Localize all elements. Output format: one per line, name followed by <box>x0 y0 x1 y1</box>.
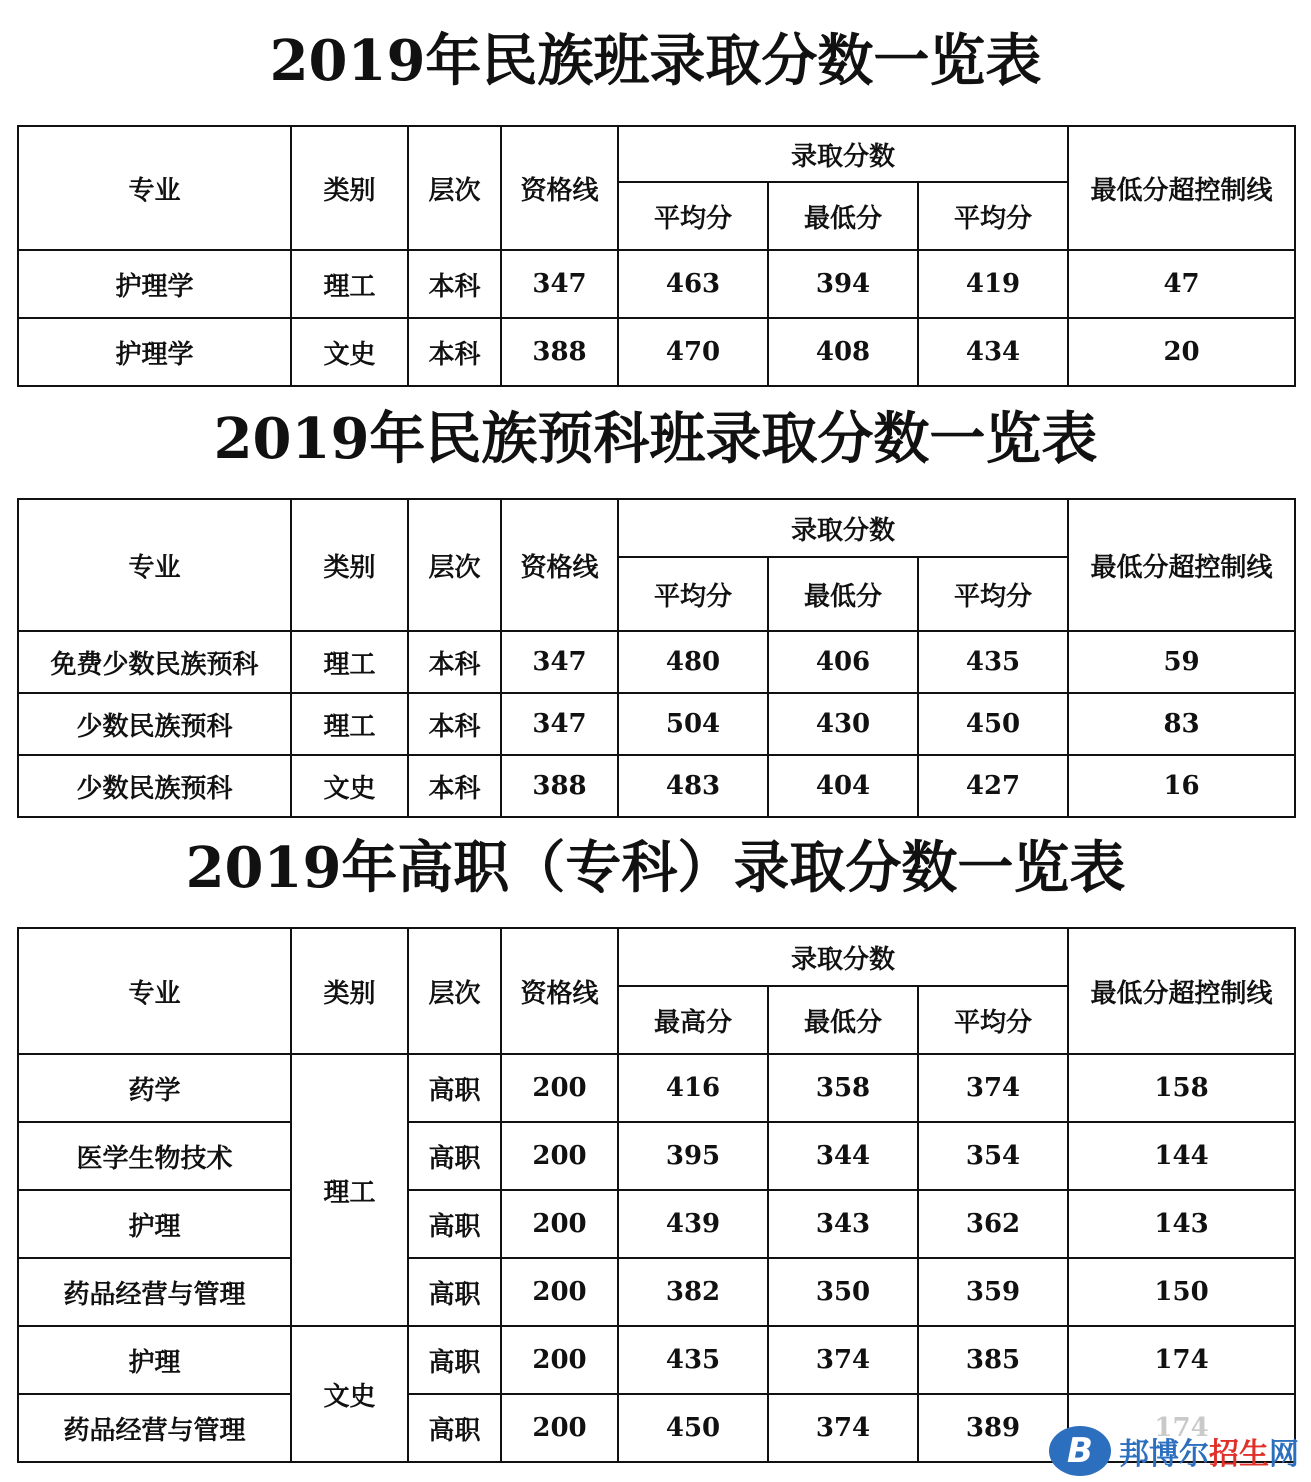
cell-qualify: 200 <box>501 1054 618 1122</box>
header-over: 最低分超控制线 <box>1068 126 1295 250</box>
cell-level: 高职 <box>408 1394 501 1462</box>
cell-score: 504 <box>618 693 768 755</box>
header-major: 专业 <box>18 499 291 631</box>
table-row <box>18 1326 1295 1394</box>
cell-over: 174 <box>1068 1326 1295 1394</box>
cell-major: 护理 <box>18 1326 291 1394</box>
cell-qualify: 200 <box>501 1190 618 1258</box>
header-qualify: 资格线 <box>501 928 618 1054</box>
section2-table <box>17 498 1296 818</box>
cell-category: 文史 <box>291 318 408 386</box>
cell-qualify: 200 <box>501 1258 618 1326</box>
cell-over: 83 <box>1068 693 1295 755</box>
section3-title: 2019年高职（专科）录取分数一览表 <box>185 835 1126 901</box>
header-avg: 平均分 <box>618 182 768 250</box>
cell-qualify: 200 <box>501 1394 618 1462</box>
cell-over: 150 <box>1068 1258 1295 1326</box>
header-avg: 平均分 <box>918 557 1068 631</box>
table-row <box>18 693 1295 755</box>
cell-level: 高职 <box>408 1258 501 1326</box>
cell-score: 427 <box>918 755 1068 817</box>
header-admission: 录取分数 <box>618 928 1068 986</box>
cell-score: 480 <box>618 631 768 693</box>
cell-qualify: 388 <box>501 318 618 386</box>
cell-level: 本科 <box>408 250 501 318</box>
cell-over: 144 <box>1068 1122 1295 1190</box>
header-over: 最低分超控制线 <box>1068 499 1295 631</box>
section2-title: 2019年民族预科班录取分数一览表 <box>213 406 1098 472</box>
cell-score: 343 <box>768 1190 918 1258</box>
header-level: 层次 <box>408 499 501 631</box>
cell-level: 本科 <box>408 755 501 817</box>
cell-score: 385 <box>918 1326 1068 1394</box>
cell-score: 374 <box>768 1394 918 1462</box>
cell-score: 362 <box>918 1190 1068 1258</box>
header-category: 类别 <box>291 928 408 1054</box>
cell-major: 护理学 <box>18 250 291 318</box>
cell-score: 434 <box>918 318 1068 386</box>
cell-score: 435 <box>918 631 1068 693</box>
cell-score: 450 <box>918 693 1068 755</box>
table-row <box>18 1258 1295 1326</box>
header-major: 专业 <box>18 126 291 250</box>
header-major: 专业 <box>18 928 291 1054</box>
section1-table <box>17 125 1296 387</box>
cell-score: 404 <box>768 755 918 817</box>
cell-category: 理工 <box>291 1054 408 1326</box>
cell-qualify: 347 <box>501 693 618 755</box>
cell-score: 394 <box>768 250 918 318</box>
cell-over: 59 <box>1068 631 1295 693</box>
cell-score: 374 <box>768 1326 918 1394</box>
cell-score: 374 <box>918 1054 1068 1122</box>
cell-major: 药品经营与管理 <box>18 1394 291 1462</box>
header-level: 层次 <box>408 928 501 1054</box>
table-row <box>18 1122 1295 1190</box>
header-over: 最低分超控制线 <box>1068 928 1295 1054</box>
section3-table <box>17 927 1296 1463</box>
header-level: 层次 <box>408 126 501 250</box>
cell-major: 药品经营与管理 <box>18 1258 291 1326</box>
site-logo-icon: B <box>1049 1426 1111 1476</box>
table-row <box>18 250 1295 318</box>
section1-title: 2019年民族班录取分数一览表 <box>269 28 1042 94</box>
cell-level: 本科 <box>408 693 501 755</box>
cell-score: 350 <box>768 1258 918 1326</box>
cell-score: 416 <box>618 1054 768 1122</box>
cell-score: 358 <box>768 1054 918 1122</box>
cell-category: 理工 <box>291 250 408 318</box>
header-max: 最高分 <box>618 986 768 1054</box>
table-row <box>18 318 1295 386</box>
header-category: 类别 <box>291 499 408 631</box>
cell-score: 395 <box>618 1122 768 1190</box>
header-min: 最低分 <box>768 182 918 250</box>
table-row <box>18 631 1295 693</box>
cell-score: 419 <box>918 250 1068 318</box>
cell-score: 483 <box>618 755 768 817</box>
cell-qualify: 200 <box>501 1326 618 1394</box>
cell-qualify: 347 <box>501 631 618 693</box>
cell-major: 免费少数民族预科 <box>18 631 291 693</box>
header-min: 最低分 <box>768 557 918 631</box>
cell-over: 20 <box>1068 318 1295 386</box>
cell-score: 470 <box>618 318 768 386</box>
cell-qualify: 200 <box>501 1122 618 1190</box>
cell-score: 354 <box>918 1122 1068 1190</box>
cell-score: 389 <box>918 1394 1068 1462</box>
cell-major: 护理 <box>18 1190 291 1258</box>
cell-major: 医学生物技术 <box>18 1122 291 1190</box>
cell-score: 463 <box>618 250 768 318</box>
header-admission: 录取分数 <box>618 126 1068 182</box>
cell-category: 文史 <box>291 755 408 817</box>
cell-level: 高职 <box>408 1326 501 1394</box>
cell-over: 174 <box>1068 1394 1295 1462</box>
cell-level: 本科 <box>408 318 501 386</box>
cell-qualify: 388 <box>501 755 618 817</box>
cell-score: 435 <box>618 1326 768 1394</box>
header-qualify: 资格线 <box>501 126 618 250</box>
cell-score: 439 <box>618 1190 768 1258</box>
table-row <box>18 755 1295 817</box>
cell-major: 少数民族预科 <box>18 693 291 755</box>
watermark-text: 邦博尔招生网 <box>1119 1437 1299 1472</box>
cell-score: 430 <box>768 693 918 755</box>
cell-category: 文史 <box>291 1326 408 1462</box>
cell-score: 359 <box>918 1258 1068 1326</box>
header-admission: 录取分数 <box>618 499 1068 557</box>
cell-over: 16 <box>1068 755 1295 817</box>
cell-category: 理工 <box>291 631 408 693</box>
cell-score: 408 <box>768 318 918 386</box>
header-min: 最低分 <box>768 986 918 1054</box>
cell-major: 少数民族预科 <box>18 755 291 817</box>
cell-major: 药学 <box>18 1054 291 1122</box>
header-avg: 平均分 <box>918 182 1068 250</box>
cell-level: 本科 <box>408 631 501 693</box>
cell-level: 高职 <box>408 1190 501 1258</box>
site-watermark <box>1049 1426 1299 1476</box>
table-row <box>18 1054 1295 1122</box>
header-avg: 平均分 <box>618 557 768 631</box>
table-row <box>18 1190 1295 1258</box>
cell-category: 理工 <box>291 693 408 755</box>
cell-score: 450 <box>618 1394 768 1462</box>
cell-over: 47 <box>1068 250 1295 318</box>
cell-over: 143 <box>1068 1190 1295 1258</box>
cell-score: 382 <box>618 1258 768 1326</box>
cell-over: 158 <box>1068 1054 1295 1122</box>
cell-level: 高职 <box>408 1122 501 1190</box>
cell-qualify: 347 <box>501 250 618 318</box>
header-category: 类别 <box>291 126 408 250</box>
cell-level: 高职 <box>408 1054 501 1122</box>
cell-score: 344 <box>768 1122 918 1190</box>
header-avg: 平均分 <box>918 986 1068 1054</box>
cell-major: 护理学 <box>18 318 291 386</box>
header-qualify: 资格线 <box>501 499 618 631</box>
cell-score: 406 <box>768 631 918 693</box>
